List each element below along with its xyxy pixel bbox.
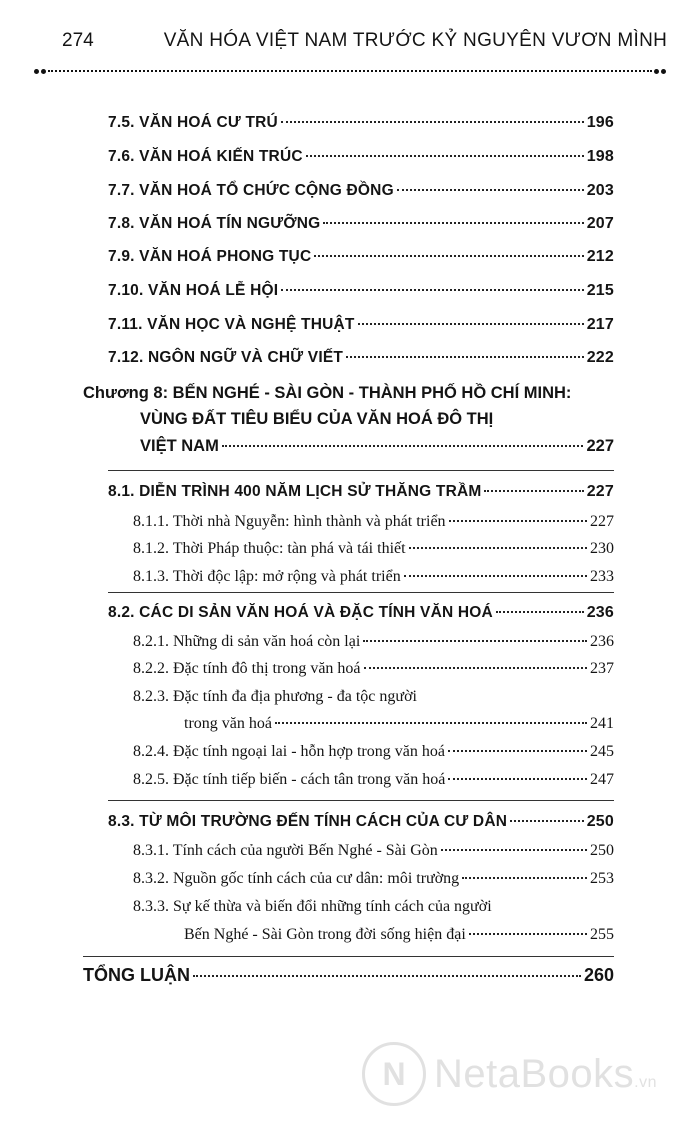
section-divider — [108, 592, 614, 593]
toc-entry-8-3-3-line-1[interactable]: 8.3.3. Sự kế thừa và biến đổi những tính cách của người — [133, 898, 492, 915]
chapter-8-title-line-2[interactable]: VÙNG ĐẤT TIÊU BIỂU CỦA VĂN HOÁ ĐÔ THỊ — [140, 410, 494, 428]
watermark-brand: NetaBooks — [434, 1051, 635, 1096]
toc-entry-8-1-3[interactable]: 8.1.3. Thời độc lập: mở rộng và phát triển 233 — [133, 568, 614, 585]
page-number: 274 — [62, 30, 94, 51]
toc-entry-8-1-1[interactable]: 8.1.1. Thời nhà Nguyễn: hình thành và phát triển 227 — [133, 513, 614, 530]
running-title: VĂN HÓA VIỆT NAM TRƯỚC KỶ NGUYÊN VƯƠN MÌNH — [163, 30, 668, 51]
toc-entry-7-6[interactable]: 7.6. VĂN HOÁ KIẾN TRÚC 198 — [108, 148, 614, 165]
toc-entry-8-2-4[interactable]: 8.2.4. Đặc tính ngoại lai - hỗn hợp trong văn hoá 245 — [133, 743, 614, 760]
section-divider — [108, 470, 614, 471]
toc-entry-8-3-3-line-2[interactable]: Bến Nghé - Sài Gòn trong đời sống hiện đại 255 — [184, 926, 614, 943]
toc-entry-7-10[interactable]: 7.10. VĂN HOÁ LỄ HỘI 215 — [108, 282, 614, 299]
toc-entry-7-12[interactable]: 7.12. NGÔN NGỮ VÀ CHỮ VIẾT 222 — [108, 349, 614, 366]
toc-entry-8-3[interactable]: 8.3. TỪ MÔI TRƯỜNG ĐẾN TÍNH CÁCH CỦA CƯ DÂN 250 — [108, 813, 614, 830]
netabooks-logo-icon: N — [362, 1042, 426, 1106]
toc-entry-7-8[interactable]: 7.8. VĂN HOÁ TÍN NGƯỠNG 207 — [108, 215, 614, 232]
toc-entry-8-3-1[interactable]: 8.3.1. Tính cách của người Bến Nghé - Sài Gòn 250 — [133, 842, 614, 859]
toc-entry-7-11[interactable]: 7.11. VĂN HỌC VÀ NGHỆ THUẬT 217 — [108, 316, 614, 333]
page-header — [62, 30, 668, 52]
toc-entry-8-1[interactable]: 8.1. DIỄN TRÌNH 400 NĂM LỊCH SỬ THĂNG TRẦM 227 — [108, 483, 614, 500]
toc-entry-8-2-2[interactable]: 8.2.2. Đặc tính đô thị trong văn hoá 237 — [133, 660, 614, 677]
toc-entry-7-5[interactable]: 7.5. VĂN HOÁ CƯ TRÚ 196 — [108, 114, 614, 131]
chapter-8-title-line-1[interactable]: Chương 8: BẾN NGHÉ - SÀI GÒN - THÀNH PHỐ HỒ CHÍ MINH: — [83, 384, 572, 402]
toc-entry-7-7[interactable]: 7.7. VĂN HOÁ TỔ CHỨC CỘNG ĐỒNG 203 — [108, 182, 614, 199]
toc-entry-8-2[interactable]: 8.2. CÁC DI SẢN VĂN HOÁ VÀ ĐẶC TÍNH VĂN HOÁ 236 — [108, 604, 614, 621]
watermark-suffix: .vn — [634, 1073, 658, 1091]
section-divider — [108, 800, 614, 801]
toc-entry-8-2-3-line-2[interactable]: trong văn hoá 241 — [184, 715, 614, 732]
netabooks-watermark — [362, 1042, 657, 1106]
header-ornament-divider — [34, 66, 666, 76]
section-divider — [83, 956, 614, 957]
toc-entry-8-3-2[interactable]: 8.3.2. Nguồn gốc tính cách của cư dân: môi trường 253 — [133, 870, 614, 887]
toc-entry-7-9[interactable]: 7.9. VĂN HOÁ PHONG TỤC 212 — [108, 248, 614, 265]
toc-entry-8-2-1[interactable]: 8.2.1. Những di sản văn hoá còn lại 236 — [133, 633, 614, 650]
chapter-8-title-line-3[interactable]: VIỆT NAM 227 — [140, 437, 614, 455]
toc-entry-8-2-3-line-1[interactable]: 8.2.3. Đặc tính đa địa phương - đa tộc người — [133, 688, 417, 705]
toc-entry-8-2-5[interactable]: 8.2.5. Đặc tính tiếp biến - cách tân trong văn hoá 247 — [133, 771, 614, 788]
toc-entry-conclusion[interactable]: TỔNG LUẬN 260 — [83, 965, 614, 985]
toc-entry-8-1-2[interactable]: 8.1.2. Thời Pháp thuộc: tàn phá và tái thiết 230 — [133, 540, 614, 557]
